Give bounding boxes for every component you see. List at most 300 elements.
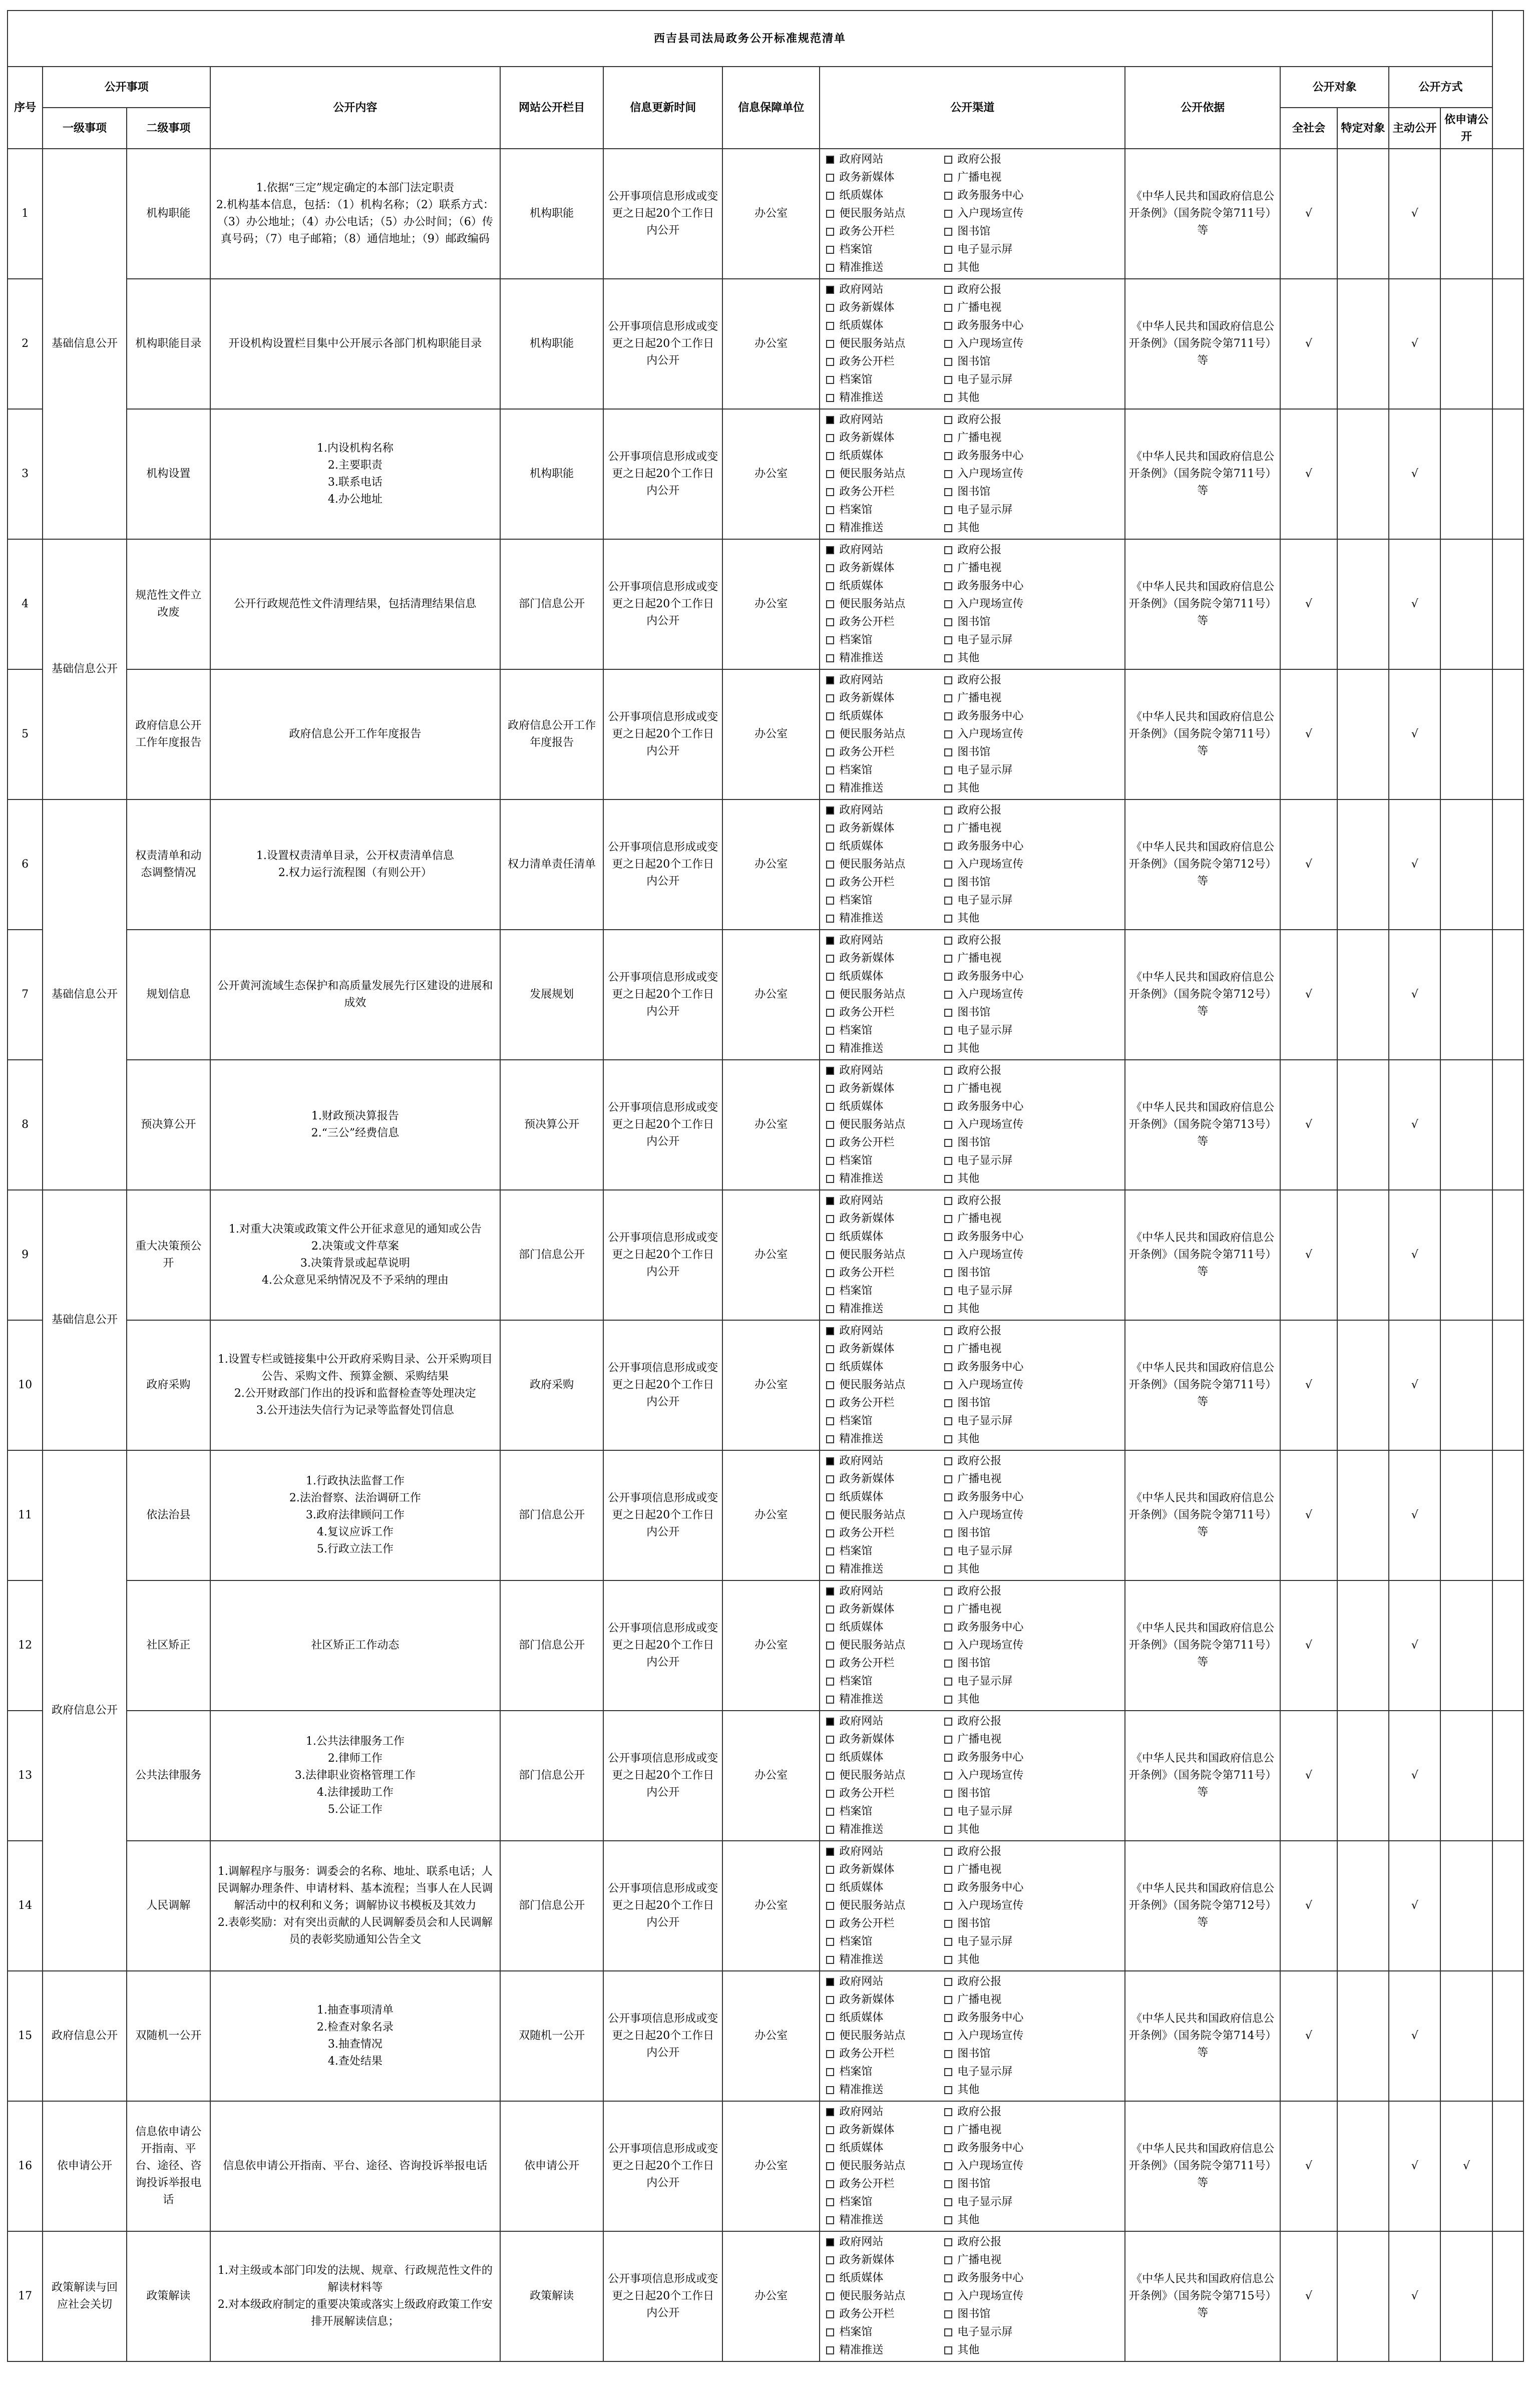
channel-option[interactable] — [826, 2157, 941, 2175]
checkbox-empty-icon[interactable] — [826, 2014, 834, 2022]
channel-option[interactable] — [826, 1524, 941, 1542]
checkbox-empty-icon[interactable] — [826, 1269, 834, 1277]
checkbox-empty-icon[interactable] — [826, 1736, 834, 1744]
checkbox-empty-icon[interactable] — [944, 1009, 952, 1017]
checkbox-empty-icon[interactable] — [826, 246, 834, 254]
checkbox-empty-icon[interactable] — [944, 1848, 952, 1856]
channel-option[interactable] — [826, 317, 941, 335]
checkbox-empty-icon[interactable] — [826, 2068, 834, 2076]
checkbox-empty-icon[interactable] — [944, 304, 952, 312]
checkbox-empty-icon[interactable] — [944, 2292, 952, 2300]
channel-option[interactable] — [826, 2341, 941, 2359]
checkbox-empty-icon[interactable] — [944, 322, 952, 330]
channel-option[interactable] — [826, 1803, 941, 1821]
channel-option[interactable] — [826, 2009, 941, 2027]
channel-option[interactable] — [826, 725, 941, 743]
checkbox-empty-icon[interactable] — [826, 784, 834, 792]
channel-option[interactable] — [826, 541, 941, 559]
channel-option[interactable] — [944, 743, 1059, 761]
channel-option[interactable] — [826, 707, 941, 725]
channel-option[interactable] — [944, 631, 1059, 649]
channel-option[interactable] — [944, 205, 1059, 223]
checkbox-empty-icon[interactable] — [944, 825, 952, 833]
checkbox-empty-icon[interactable] — [826, 2162, 834, 2170]
channel-option[interactable] — [944, 1022, 1059, 1040]
checkbox-empty-icon[interactable] — [944, 1606, 952, 1614]
channel-option[interactable] — [944, 1785, 1059, 1803]
channel-option[interactable] — [826, 1170, 941, 1188]
checkbox-empty-icon[interactable] — [944, 174, 952, 182]
checkbox-empty-icon[interactable] — [944, 192, 952, 200]
checkbox-empty-icon[interactable] — [826, 2144, 834, 2152]
checkbox-empty-icon[interactable] — [826, 636, 834, 644]
checkbox-empty-icon[interactable] — [944, 2068, 952, 2076]
checkbox-empty-icon[interactable] — [944, 1027, 952, 1035]
checkbox-empty-icon[interactable] — [944, 434, 952, 442]
channel-option[interactable] — [826, 2063, 941, 2081]
checkbox-empty-icon[interactable] — [944, 1736, 952, 1744]
channel-option[interactable] — [944, 1340, 1059, 1358]
channel-option[interactable] — [826, 1376, 941, 1394]
checkbox-empty-icon[interactable] — [826, 2126, 834, 2134]
channel-option[interactable] — [826, 519, 941, 537]
checkbox-empty-icon[interactable] — [826, 2180, 834, 2188]
checkbox-empty-icon[interactable] — [826, 1511, 834, 1519]
channel-option[interactable] — [944, 649, 1059, 667]
channel-option[interactable] — [826, 2251, 941, 2269]
checkbox-empty-icon[interactable] — [826, 1996, 834, 2004]
checkbox-empty-icon[interactable] — [944, 2050, 952, 2058]
checkbox-empty-icon[interactable] — [944, 2216, 952, 2224]
checkbox-empty-icon[interactable] — [944, 2108, 952, 2116]
channel-option[interactable] — [944, 2175, 1059, 2193]
channel-option[interactable] — [826, 1192, 941, 1210]
channel-option[interactable] — [826, 1246, 941, 1264]
checkbox-checked-icon[interactable] — [826, 1978, 834, 1986]
channel-option[interactable] — [944, 1152, 1059, 1170]
checkbox-checked-icon[interactable] — [826, 1718, 834, 1726]
channel-option[interactable] — [826, 2081, 941, 2099]
checkbox-empty-icon[interactable] — [826, 2346, 834, 2354]
checkbox-empty-icon[interactable] — [826, 304, 834, 312]
channel-option[interactable] — [826, 856, 941, 874]
checkbox-empty-icon[interactable] — [944, 1624, 952, 1632]
channel-option[interactable] — [944, 2009, 1059, 2027]
checkbox-empty-icon[interactable] — [944, 2144, 952, 2152]
checkbox-empty-icon[interactable] — [944, 676, 952, 684]
checkbox-empty-icon[interactable] — [826, 1678, 834, 1686]
checkbox-empty-icon[interactable] — [826, 340, 834, 348]
checkbox-empty-icon[interactable] — [944, 1493, 952, 1501]
checkbox-empty-icon[interactable] — [944, 1175, 952, 1183]
channel-option[interactable] — [944, 1951, 1059, 1969]
checkbox-empty-icon[interactable] — [826, 1547, 834, 1555]
checkbox-empty-icon[interactable] — [826, 1103, 834, 1111]
checkbox-empty-icon[interactable] — [944, 1938, 952, 1946]
checkbox-empty-icon[interactable] — [826, 600, 834, 608]
channel-option[interactable] — [944, 1116, 1059, 1134]
channel-option[interactable] — [826, 151, 941, 169]
channel-option[interactable] — [826, 1300, 941, 1318]
checkbox-empty-icon[interactable] — [944, 1435, 952, 1443]
checkbox-empty-icon[interactable] — [826, 766, 834, 774]
channel-option[interactable] — [826, 968, 941, 986]
checkbox-empty-icon[interactable] — [944, 1547, 952, 1555]
checkbox-checked-icon[interactable] — [826, 807, 834, 815]
checkbox-empty-icon[interactable] — [944, 1978, 952, 1986]
channel-option[interactable] — [826, 465, 941, 483]
channel-option[interactable] — [944, 838, 1059, 856]
channel-option[interactable] — [826, 1062, 941, 1080]
channel-option[interactable] — [826, 950, 941, 968]
channel-option[interactable] — [826, 1040, 941, 1058]
channel-option[interactable] — [944, 779, 1059, 797]
checkbox-checked-icon[interactable] — [826, 1327, 834, 1335]
channel-option[interactable] — [944, 1430, 1059, 1448]
checkbox-empty-icon[interactable] — [826, 1475, 834, 1483]
channel-option[interactable] — [826, 1506, 941, 1524]
channel-option[interactable] — [826, 2139, 941, 2157]
channel-option[interactable] — [826, 820, 941, 838]
channel-option[interactable] — [944, 1897, 1059, 1915]
checkbox-empty-icon[interactable] — [944, 1399, 952, 1407]
channel-option[interactable] — [826, 1116, 941, 1134]
checkbox-empty-icon[interactable] — [826, 955, 834, 963]
checkbox-empty-icon[interactable] — [826, 322, 834, 330]
channel-option[interactable] — [944, 559, 1059, 577]
channel-option[interactable] — [944, 2157, 1059, 2175]
channel-option[interactable] — [826, 1264, 941, 1282]
checkbox-empty-icon[interactable] — [944, 897, 952, 905]
checkbox-empty-icon[interactable] — [944, 1417, 952, 1425]
channel-option[interactable] — [944, 1488, 1059, 1506]
channel-option[interactable] — [826, 389, 941, 407]
channel-option[interactable] — [944, 1062, 1059, 1080]
checkbox-empty-icon[interactable] — [826, 1251, 834, 1259]
channel-option[interactable] — [826, 223, 941, 241]
channel-option[interactable] — [826, 1470, 941, 1488]
checkbox-empty-icon[interactable] — [944, 1884, 952, 1892]
channel-option[interactable] — [826, 1152, 941, 1170]
checkbox-empty-icon[interactable] — [826, 228, 834, 236]
channel-option[interactable] — [944, 1004, 1059, 1022]
channel-option[interactable] — [944, 1821, 1059, 1839]
checkbox-checked-icon[interactable] — [826, 2238, 834, 2246]
channel-option[interactable] — [826, 1412, 941, 1430]
checkbox-empty-icon[interactable] — [944, 264, 952, 272]
channel-option[interactable] — [944, 874, 1059, 892]
channel-option[interactable] — [826, 335, 941, 353]
checkbox-empty-icon[interactable] — [826, 748, 834, 756]
checkbox-empty-icon[interactable] — [826, 470, 834, 478]
checkbox-empty-icon[interactable] — [826, 1399, 834, 1407]
checkbox-empty-icon[interactable] — [826, 2050, 834, 2058]
channel-option[interactable] — [826, 483, 941, 501]
checkbox-empty-icon[interactable] — [944, 955, 952, 963]
channel-option[interactable] — [826, 1600, 941, 1619]
checkbox-empty-icon[interactable] — [944, 1345, 952, 1353]
checkbox-checked-icon[interactable] — [826, 676, 834, 684]
channel-option[interactable] — [944, 2193, 1059, 2211]
channel-option[interactable] — [826, 1134, 941, 1152]
checkbox-empty-icon[interactable] — [826, 1920, 834, 1928]
channel-option[interactable] — [944, 820, 1059, 838]
checkbox-empty-icon[interactable] — [944, 2238, 952, 2246]
checkbox-empty-icon[interactable] — [944, 1808, 952, 1816]
checkbox-checked-icon[interactable] — [826, 156, 834, 164]
checkbox-empty-icon[interactable] — [944, 1233, 952, 1241]
checkbox-empty-icon[interactable] — [826, 1938, 834, 1946]
channel-option[interactable] — [944, 1098, 1059, 1116]
checkbox-empty-icon[interactable] — [826, 712, 834, 720]
channel-option[interactable] — [826, 1430, 941, 1448]
checkbox-empty-icon[interactable] — [826, 264, 834, 272]
channel-option[interactable] — [826, 1210, 941, 1228]
channel-option[interactable] — [944, 299, 1059, 317]
channel-option[interactable] — [944, 1452, 1059, 1470]
checkbox-empty-icon[interactable] — [944, 1269, 952, 1277]
checkbox-empty-icon[interactable] — [826, 434, 834, 442]
checkbox-empty-icon[interactable] — [944, 1529, 952, 1537]
checkbox-empty-icon[interactable] — [944, 1826, 952, 1834]
checkbox-empty-icon[interactable] — [944, 1363, 952, 1371]
channel-option[interactable] — [944, 223, 1059, 241]
checkbox-empty-icon[interactable] — [826, 897, 834, 905]
channel-option[interactable] — [826, 1879, 941, 1897]
channel-option[interactable] — [826, 501, 941, 519]
channel-option[interactable] — [826, 1713, 941, 1731]
channel-option[interactable] — [826, 1843, 941, 1861]
checkbox-empty-icon[interactable] — [944, 2346, 952, 2354]
checkbox-empty-icon[interactable] — [944, 712, 952, 720]
checkbox-empty-icon[interactable] — [826, 1287, 834, 1295]
channel-option[interactable] — [944, 1134, 1059, 1152]
channel-option[interactable] — [826, 1619, 941, 1637]
checkbox-empty-icon[interactable] — [826, 394, 834, 402]
checkbox-empty-icon[interactable] — [944, 524, 952, 532]
channel-option[interactable] — [944, 151, 1059, 169]
channel-option[interactable] — [944, 968, 1059, 986]
checkbox-empty-icon[interactable] — [944, 1956, 952, 1964]
channel-option[interactable] — [944, 281, 1059, 299]
checkbox-empty-icon[interactable] — [826, 2086, 834, 2094]
channel-option[interactable] — [944, 910, 1059, 928]
checkbox-empty-icon[interactable] — [944, 1920, 952, 1928]
checkbox-empty-icon[interactable] — [944, 1121, 952, 1129]
checkbox-empty-icon[interactable] — [826, 564, 834, 572]
channel-option[interactable] — [944, 1713, 1059, 1731]
checkbox-empty-icon[interactable] — [826, 1363, 834, 1371]
channel-option[interactable] — [944, 1322, 1059, 1340]
channel-option[interactable] — [944, 429, 1059, 447]
checkbox-empty-icon[interactable] — [826, 1381, 834, 1389]
channel-option[interactable] — [826, 1228, 941, 1246]
checkbox-checked-icon[interactable] — [826, 1067, 834, 1075]
checkbox-empty-icon[interactable] — [944, 394, 952, 402]
checkbox-empty-icon[interactable] — [944, 1790, 952, 1798]
checkbox-empty-icon[interactable] — [944, 748, 952, 756]
checkbox-empty-icon[interactable] — [826, 2256, 834, 2264]
channel-option[interactable] — [826, 1358, 941, 1376]
checkbox-empty-icon[interactable] — [826, 1417, 834, 1425]
checkbox-empty-icon[interactable] — [944, 2162, 952, 2170]
checkbox-checked-icon[interactable] — [826, 546, 834, 554]
channel-option[interactable] — [944, 1803, 1059, 1821]
checkbox-empty-icon[interactable] — [944, 340, 952, 348]
channel-option[interactable] — [826, 2175, 941, 2193]
channel-option[interactable] — [826, 205, 941, 223]
channel-option[interactable] — [944, 1282, 1059, 1300]
checkbox-empty-icon[interactable] — [944, 1718, 952, 1726]
channel-option[interactable] — [826, 559, 941, 577]
checkbox-empty-icon[interactable] — [944, 564, 952, 572]
channel-option[interactable] — [826, 1004, 941, 1022]
checkbox-empty-icon[interactable] — [826, 1696, 834, 1704]
channel-option[interactable] — [944, 1246, 1059, 1264]
channel-option[interactable] — [944, 2139, 1059, 2157]
channel-option[interactable] — [826, 299, 941, 317]
channel-option[interactable] — [944, 1861, 1059, 1879]
channel-option[interactable] — [944, 1991, 1059, 2009]
checkbox-empty-icon[interactable] — [826, 2292, 834, 2300]
checkbox-empty-icon[interactable] — [944, 1565, 952, 1573]
channel-option[interactable] — [944, 371, 1059, 389]
channel-option[interactable] — [944, 1264, 1059, 1282]
channel-option[interactable] — [826, 1861, 941, 1879]
checkbox-empty-icon[interactable] — [826, 376, 834, 384]
checkbox-checked-icon[interactable] — [826, 937, 834, 945]
channel-option[interactable] — [826, 801, 941, 820]
checkbox-empty-icon[interactable] — [944, 2328, 952, 2336]
checkbox-empty-icon[interactable] — [944, 1642, 952, 1650]
channel-option[interactable] — [826, 1322, 941, 1340]
checkbox-empty-icon[interactable] — [826, 1660, 834, 1668]
checkbox-empty-icon[interactable] — [826, 1045, 834, 1053]
channel-option[interactable] — [944, 447, 1059, 465]
channel-option[interactable] — [826, 761, 941, 779]
checkbox-empty-icon[interactable] — [826, 506, 834, 514]
channel-option[interactable] — [826, 613, 941, 631]
channel-option[interactable] — [944, 353, 1059, 371]
channel-option[interactable] — [826, 1452, 941, 1470]
channel-option[interactable] — [826, 671, 941, 689]
channel-option[interactable] — [826, 910, 941, 928]
checkbox-empty-icon[interactable] — [826, 2310, 834, 2318]
checkbox-empty-icon[interactable] — [944, 1215, 952, 1223]
checkbox-empty-icon[interactable] — [944, 1139, 952, 1147]
channel-option[interactable] — [826, 2233, 941, 2251]
checkbox-empty-icon[interactable] — [944, 246, 952, 254]
channel-option[interactable] — [826, 1582, 941, 1600]
checkbox-empty-icon[interactable] — [826, 1826, 834, 1834]
checkbox-empty-icon[interactable] — [944, 600, 952, 608]
channel-option[interactable] — [944, 1731, 1059, 1749]
checkbox-empty-icon[interactable] — [944, 1305, 952, 1313]
checkbox-empty-icon[interactable] — [826, 991, 834, 999]
channel-option[interactable] — [826, 1785, 941, 1803]
checkbox-empty-icon[interactable] — [944, 1754, 952, 1762]
channel-option[interactable] — [944, 259, 1059, 277]
channel-option[interactable] — [944, 1376, 1059, 1394]
checkbox-empty-icon[interactable] — [944, 1696, 952, 1704]
checkbox-empty-icon[interactable] — [944, 694, 952, 702]
channel-option[interactable] — [826, 1691, 941, 1709]
channel-option[interactable] — [944, 2233, 1059, 2251]
checkbox-empty-icon[interactable] — [944, 1996, 952, 2004]
channel-option[interactable] — [944, 1879, 1059, 1897]
channel-option[interactable] — [944, 2211, 1059, 2229]
channel-option[interactable] — [826, 1098, 941, 1116]
checkbox-empty-icon[interactable] — [826, 2032, 834, 2040]
checkbox-empty-icon[interactable] — [826, 210, 834, 218]
checkbox-empty-icon[interactable] — [944, 915, 952, 923]
checkbox-checked-icon[interactable] — [826, 286, 834, 294]
checkbox-empty-icon[interactable] — [944, 376, 952, 384]
checkbox-empty-icon[interactable] — [826, 861, 834, 869]
checkbox-empty-icon[interactable] — [826, 1157, 834, 1165]
channel-option[interactable] — [944, 501, 1059, 519]
checkbox-empty-icon[interactable] — [944, 416, 952, 424]
checkbox-empty-icon[interactable] — [826, 2328, 834, 2336]
channel-option[interactable] — [944, 2045, 1059, 2063]
channel-option[interactable] — [826, 874, 941, 892]
checkbox-empty-icon[interactable] — [826, 654, 834, 662]
channel-option[interactable] — [944, 1655, 1059, 1673]
channel-option[interactable] — [826, 779, 941, 797]
checkbox-empty-icon[interactable] — [826, 1884, 834, 1892]
channel-option[interactable] — [944, 335, 1059, 353]
channel-option[interactable] — [944, 1358, 1059, 1376]
channel-option[interactable] — [944, 1691, 1059, 1709]
checkbox-empty-icon[interactable] — [826, 1529, 834, 1537]
channel-option[interactable] — [826, 1080, 941, 1098]
channel-option[interactable] — [826, 892, 941, 910]
channel-option[interactable] — [944, 2027, 1059, 2045]
checkbox-empty-icon[interactable] — [826, 1902, 834, 1910]
checkbox-empty-icon[interactable] — [826, 524, 834, 532]
channel-option[interactable] — [944, 1394, 1059, 1412]
checkbox-empty-icon[interactable] — [944, 2310, 952, 2318]
channel-option[interactable] — [826, 447, 941, 465]
channel-option[interactable] — [944, 2323, 1059, 2341]
channel-option[interactable] — [944, 2269, 1059, 2287]
checkbox-empty-icon[interactable] — [944, 1085, 952, 1093]
checkbox-empty-icon[interactable] — [826, 1215, 834, 1223]
channel-option[interactable] — [826, 353, 941, 371]
checkbox-empty-icon[interactable] — [826, 1754, 834, 1762]
channel-option[interactable] — [944, 1915, 1059, 1933]
channel-option[interactable] — [826, 2211, 941, 2229]
channel-option[interactable] — [826, 1767, 941, 1785]
channel-option[interactable] — [944, 1582, 1059, 1600]
channel-option[interactable] — [826, 743, 941, 761]
checkbox-checked-icon[interactable] — [826, 1587, 834, 1595]
checkbox-empty-icon[interactable] — [826, 1345, 834, 1353]
channel-option[interactable] — [826, 2287, 941, 2305]
channel-option[interactable] — [826, 2103, 941, 2121]
channel-option[interactable] — [944, 1637, 1059, 1655]
checkbox-empty-icon[interactable] — [826, 843, 834, 851]
channel-option[interactable] — [944, 595, 1059, 613]
checkbox-checked-icon[interactable] — [826, 2108, 834, 2116]
channel-option[interactable] — [944, 761, 1059, 779]
channel-option[interactable] — [826, 577, 941, 595]
checkbox-empty-icon[interactable] — [944, 879, 952, 887]
checkbox-empty-icon[interactable] — [826, 2216, 834, 2224]
channel-option[interactable] — [826, 838, 941, 856]
checkbox-empty-icon[interactable] — [944, 1678, 952, 1686]
channel-option[interactable] — [944, 2081, 1059, 2099]
